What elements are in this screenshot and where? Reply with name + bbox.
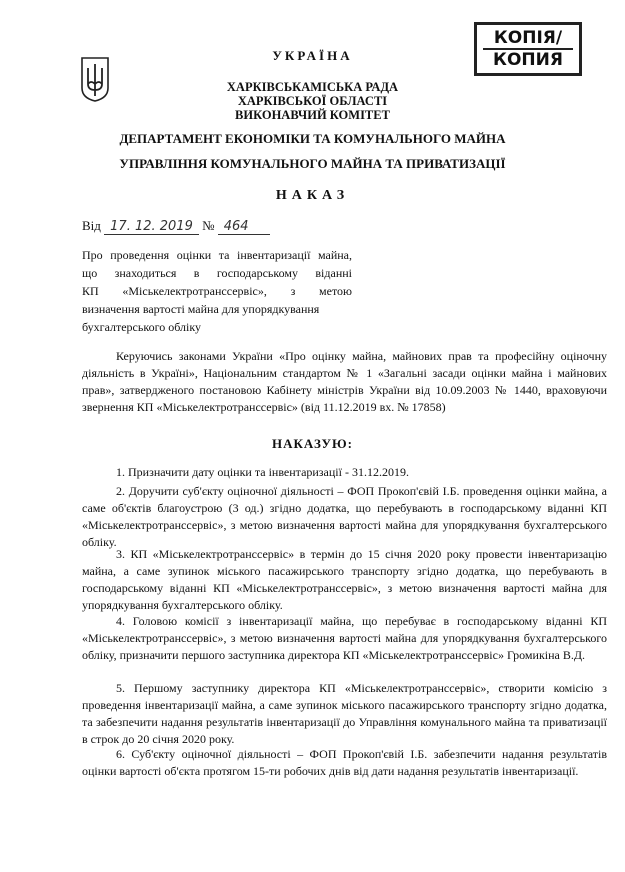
department-name: ДЕПАРТАМЕНТ ЕКОНОМІКИ ТА КОМУНАЛЬНОГО МАЙНА bbox=[119, 131, 506, 146]
stamp-line-2: КОПИЯ bbox=[483, 48, 573, 70]
number-value: 464 bbox=[218, 219, 270, 235]
number-prefix: № bbox=[202, 218, 215, 233]
copy-stamp bbox=[474, 22, 582, 76]
order-item-1: 1. Призначити дату оцінки та інвентаризації - 31.12.2019. bbox=[116, 465, 409, 479]
subject-line: бухгалтерського обліку bbox=[82, 320, 201, 334]
order-title: НАКАЗ bbox=[275, 188, 350, 203]
order-item-3: 3. КП «Міськелектротранссервіс» в термін до 15 січня 2020 року провести інвентаризацію майна, а саме зупинок міського пасажирського транспорту згідно додатка, що перебувають в господарському віданні КП «Міськелектротранссервіс», з метою визначення вартості майна для упорядкування бухгалтерського обліку. bbox=[82, 547, 607, 612]
order-heading: НАКАЗУЮ: bbox=[271, 436, 354, 451]
administration-name: УПРАВЛІННЯ КОМУНАЛЬНОГО МАЙНА ТА ПРИВАТИЗАЦІЇ bbox=[119, 156, 506, 171]
preamble-text: Керуючись законами України «Про оцінку майна, майнових прав та професійну оціночну діяльність в Україні», Національним стандартом № 1 «Загальні засади оцінки майна і майнових прав», затвердженого постановою Кабінету міністрів України від 10.09.2003 № 1440, враховуючи звернення КП «Міськелектротранссервіс» (від 11.12.2019 вх. № 17858) bbox=[82, 349, 607, 414]
date-value: 17. 12. 2019 bbox=[104, 219, 199, 235]
order-item-4: 4. Головою комісії з інвентаризації майна, що перебуває в господарському віданні КП «Міськелектротранссервіс», з метою визначення вартості майна для упорядкування бухгалтерського обліку, призначити першого заступника директора КП «Міськелектротранссервіс» Громикіна В.Д. bbox=[82, 614, 607, 662]
subject-line: визначення вартості майна для упорядкування bbox=[82, 302, 320, 316]
country-name: УКРАЇНА bbox=[272, 48, 353, 63]
council-line-2: ХАРКІВСЬКОЇ ОБЛАСТІ bbox=[237, 94, 388, 108]
council-line-3: ВИКОНАВЧИЙ КОМІТЕТ bbox=[235, 108, 390, 122]
order-date-line bbox=[82, 218, 270, 235]
date-prefix: Від bbox=[82, 218, 101, 233]
order-subject bbox=[82, 246, 352, 336]
subject-line: КП «Міськелектротранссервіс», з метою bbox=[82, 284, 352, 298]
order-item-2: 2. Доручити суб'єкту оціночної діяльності – ФОП Прокоп'євій І.Б. проведення оцінки майна, а саме об'єктів благоустрою (3 од.) згідно додатка, що перебувають в господарському віданні КП «Міськелектротранссервіс», з метою визначення вартості майна для упорядкування бухгалтерського обліку. bbox=[82, 484, 607, 549]
subject-line: Про проведення оцінки та інвентаризації майна, bbox=[82, 248, 352, 262]
subject-line: що знаходиться в господарському віданні bbox=[82, 266, 352, 280]
preamble-paragraph bbox=[82, 348, 607, 416]
council-line-1: ХАРКІВСЬКАМІСЬКА РАДА bbox=[226, 80, 399, 94]
order-item-5: 5. Першому заступнику директора КП «Міськелектротранссервіс», створити комісію з проведення інвентаризації майна, а саме зупинок міського пасажирського транспорту згідно додатка, та забезпечити надання результатів інвентаризації до Управління комунального майна та приватизації в строк до 20 січня 2020 року. bbox=[82, 681, 607, 746]
stamp-line-1: КОПІЯ/ bbox=[493, 28, 563, 48]
order-item-6: 6. Суб'єкту оціночної діяльності – ФОП Прокоп'євій І.Б. забезпечити надання результатів оцінки вартості об'єкта протягом 15-ти робочих днів від дати надання результатів інвентаризації. bbox=[82, 747, 607, 778]
